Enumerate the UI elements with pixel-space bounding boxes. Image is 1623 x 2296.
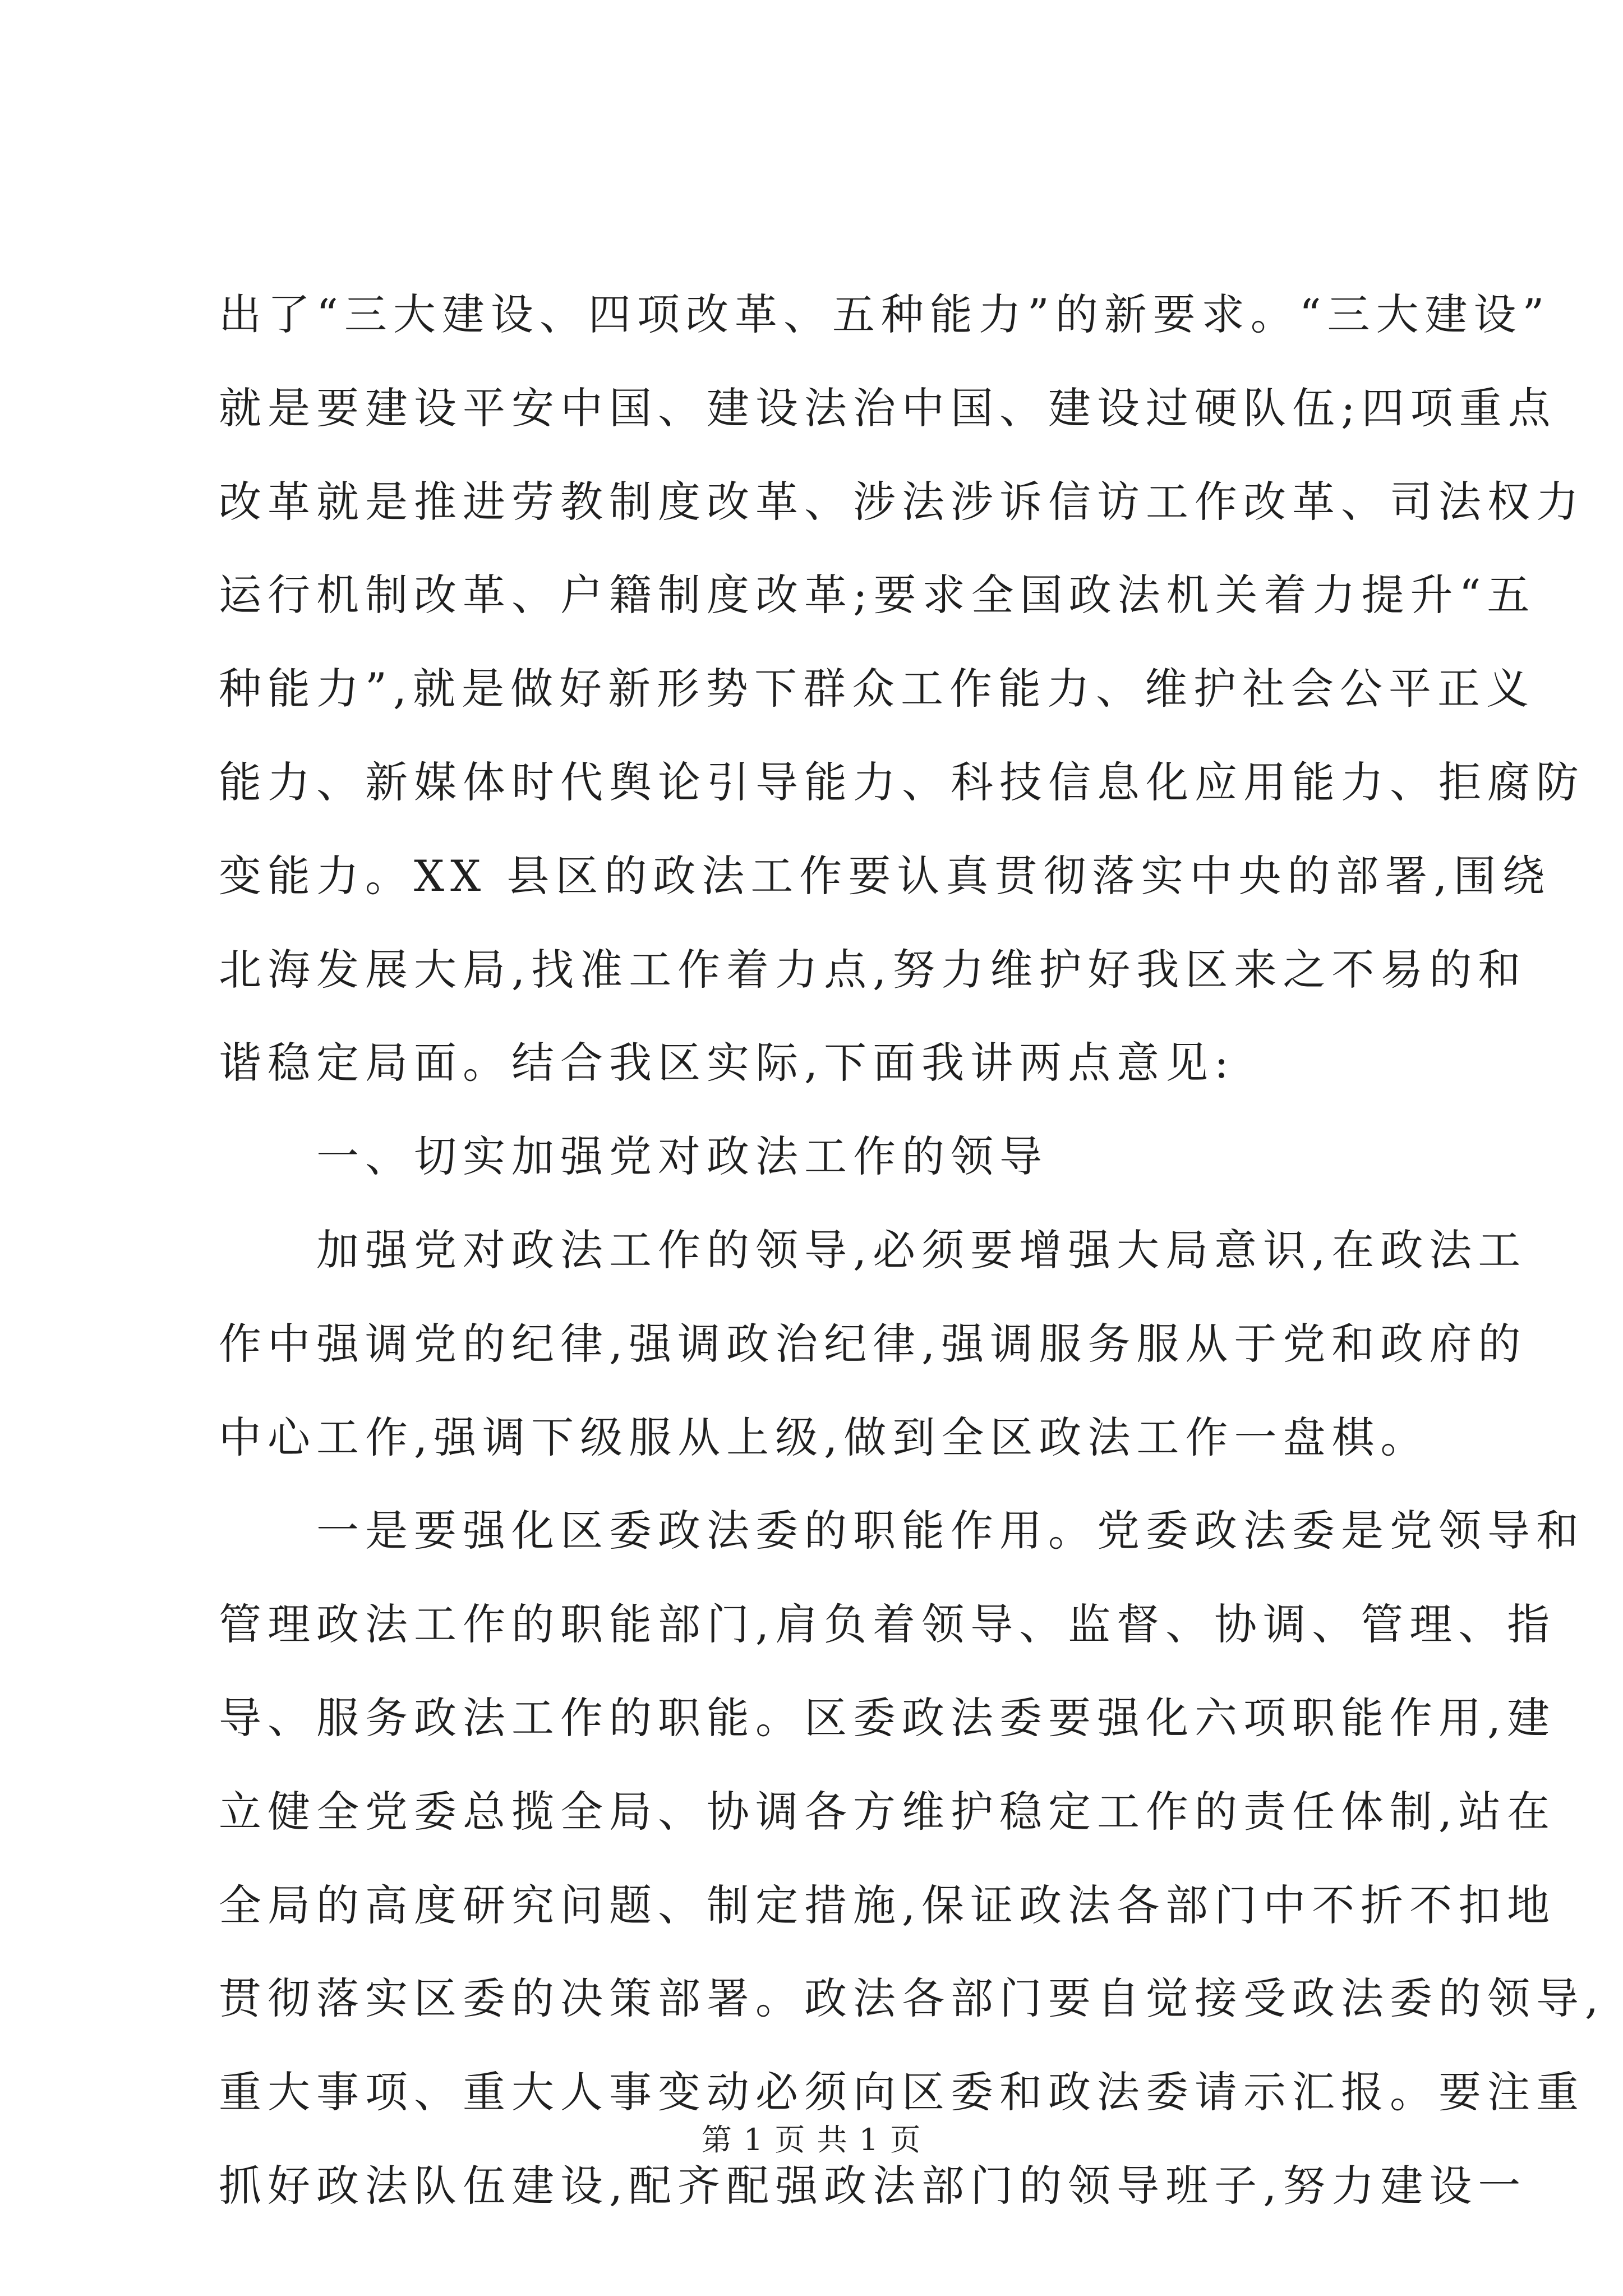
text-line: 加强党对政法工作的领导,必须要增强大局意识,在政法工 <box>316 1225 1527 1275</box>
text-line: 全局的高度研究问题、制定措施,保证政法各部门中不折不扣地 <box>219 1880 1556 1930</box>
text-line: 管理政法工作的职能部门,肩负着领导、监督、协调、管理、指 <box>219 1599 1556 1650</box>
document-body <box>219 268 1605 2233</box>
text-line: 种能力”,就是做好新形势下群众工作能力、维护社会公平正义 <box>219 664 1536 714</box>
page-footer: 第 1 页 共 1 页 <box>701 2122 922 2157</box>
text-line: 一是要强化区委政法委的职能作用。党委政法委是党领导和 <box>316 1506 1585 1556</box>
text-line: 出了“三大建设、四项改革、五种能力”的新要求。“三大建设” <box>219 289 1551 339</box>
text-line: 运行机制改革、户籍制度改革;要求全国政法机关着力提升“五 <box>219 570 1536 620</box>
text-line: 就是要建设平安中国、建设法治中国、建设过硬队伍;四项重点 <box>219 383 1557 433</box>
text-line: 贯彻落实区委的决策部署。政法各部门要自觉接受政法委的领导, <box>219 1973 1605 2024</box>
text-line: 能力、新媒体时代舆论引导能力、科技信息化应用能力、拒腐防 <box>219 757 1585 807</box>
text-line: 中心工作,强调下级服从上级,做到全区政法工作一盘棋。 <box>219 1412 1430 1462</box>
text-line: 立健全党委总揽全局、协调各方维护稳定工作的责任体制,站在 <box>219 1786 1556 1837</box>
text-line: 作中强调党的纪律,强调政治纪律,强调服务服从于党和政府的 <box>219 1318 1527 1369</box>
text-line: 重大事项、重大人事变动必须向区委和政法委请示汇报。要注重 <box>219 2067 1585 2118</box>
text-line: 导、服务政法工作的职能。区委政法委要强化六项职能作用,建 <box>219 1692 1556 1743</box>
text-line: 北海发展大局,找准工作着力点,努力维护好我区来之不易的和 <box>219 944 1527 995</box>
section-heading: 一、切实加强党对政法工作的领导 <box>316 1131 1048 1182</box>
text-line: 变能力。XX 县区的政法工作要认真贯彻落实中央的部署,围绕 <box>219 850 1551 901</box>
text-line: 改革就是推进劳教制度改革、涉法涉诉信访工作改革、司法权力 <box>219 476 1585 527</box>
text-line: 抓好政法队伍建设,配齐配强政法部门的领导班子,努力建设一 <box>219 2160 1527 2211</box>
text-line: 谐稳定局面。结合我区实际,下面我讲两点意见: <box>219 1038 1235 1088</box>
